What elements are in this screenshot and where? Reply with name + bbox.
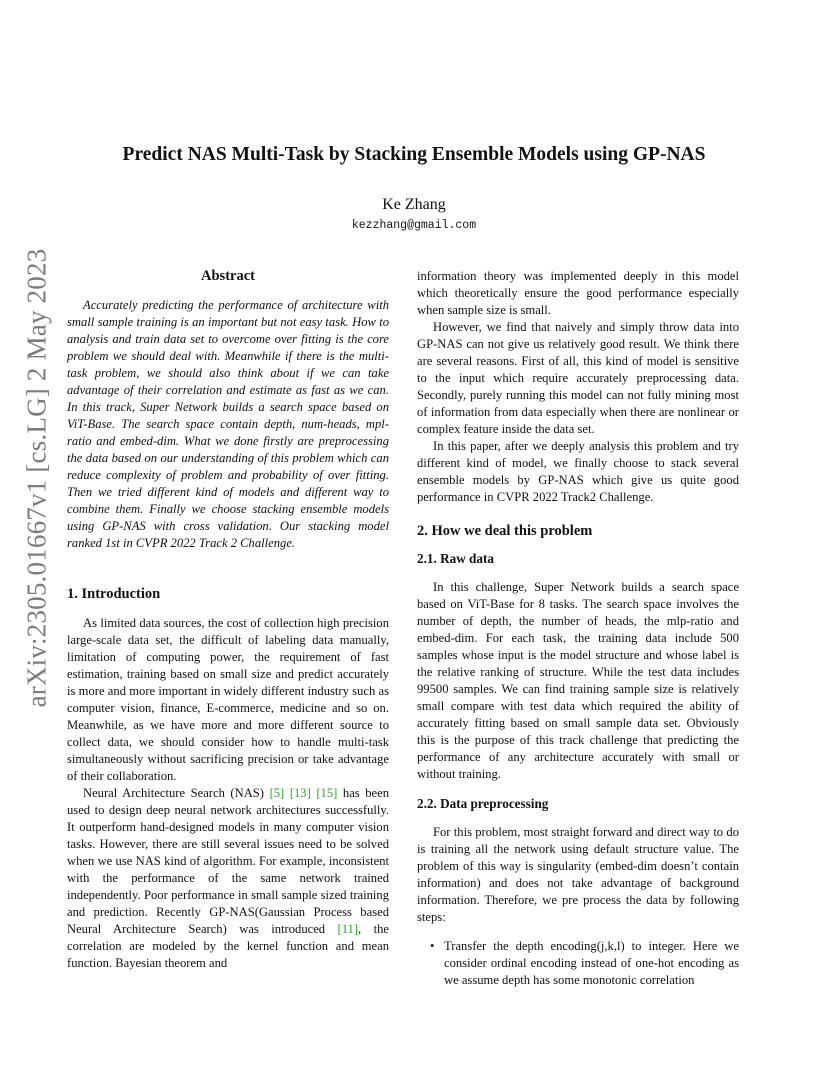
abstract-text: Accurately predicting the performance of architecture with small sample training is an important but not easy task. How to analysis and train data set to overcome over fitting is the core problem we should deal with. Meanwhile if there is the multi-task problem, we should also think about if we can take advantage of their correlation and estimate as fast as we can. In this track, Super Network builds a search space based on ViT-Base. The search space contain depth, num-heads, mpl-ratio and embed-dim. What we done firstly are preprocessing the data based on our understanding of this problem which can reduce complexity of problem and probability of over fitting. Then we tried different kind of models and different way to combine them. Finally we choose stacking ensemble models using GP-NAS with cross validation. Our stacking model ranked 1st in CVPR 2022 Track 2 Challenge. <box>67 298 389 550</box>
citation-15[interactable]: [15] <box>316 786 338 800</box>
right-column <box>417 268 739 989</box>
paper-title: Predict NAS Multi-Task by Stacking Ensemble Models using GP-NAS <box>122 144 706 165</box>
abstract-heading: Abstract <box>201 268 255 284</box>
author-email: kezzhang@gmail.com <box>351 219 477 232</box>
section-2-heading: 2. How we deal this problem <box>417 523 593 539</box>
intro-paragraph-5: In this paper, after we deeply analysis this problem and try different kind of model, we finally choose to stack several ensemble models by GP-NAS which give us quite good performance in CVPR 2022 Track2 Challenge. <box>417 439 739 504</box>
list-item: • Transfer the depth encoding(j,k,l) to integer. Here we consider ordinal encoding instead of one-hot encoding as we assume depth has some monotonic correlation <box>444 938 739 989</box>
left-column <box>67 268 389 972</box>
intro-p2-text-c: , the correlation are modeled by the kernel function and mean function. Bayesian theorem and <box>67 922 389 970</box>
intro-paragraph-3: information theory was implemented deeply in this model which theoretically ensure the good performance especially when sample size is small. <box>417 269 739 317</box>
raw-data-heading: 2.1. Raw data <box>417 551 494 566</box>
intro-paragraph-1: As limited data sources, the cost of collection high precision large-scale data set, the difficult of labeling data manually, limitation of computing power, the requirement of fast estimation, training based on small size and predict accurately is more and more important in widely different industry such as computer vision, finance, E-commerce, medicine and so on. Meanwhile, as we have more and more different source to collect data, we should consider how to handle multi-task simultaneously without sacrificing precision or take advantage of their collaboration. <box>67 616 389 783</box>
intro-p2-text-b: has been used to design deep neural network architectures successfully. It outperform hand-designed models in many computer vision tasks. However, there are still several issues need to be solved when we use NAS kind of algorithm. For example, inconsistent with the performance of the same network trained independently. Poor performance in small sample sized training and prediction. Recently GP-NAS(Gaussian Process based Neural Architecture Search) was introduced <box>67 786 390 936</box>
preprocessing-steps-list <box>417 938 739 989</box>
introduction-heading: 1. Introduction <box>67 586 161 602</box>
preprocessing-paragraph: For this problem, most straight forward and direct way to do is training all the network using default structure value. The problem of this way is singularity (embed-dim doesn’t contain information) and does not take advantage of background information. Therefore, we pre process the data by following steps: <box>417 825 739 924</box>
arxiv-identifier: arXiv:2305.01667v1 [cs.LG] 2 May 2023 <box>21 248 52 708</box>
citation-13[interactable]: [13] <box>289 786 311 800</box>
author-name: Ke Zhang <box>382 196 446 213</box>
data-preprocessing-heading: 2.2. Data preprocessing <box>417 796 549 811</box>
raw-data-paragraph: In this challenge, Super Network builds a search space based on ViT-Base for 8 tasks. The search space involves the number of depth, the number of heads, the mlp-ratio and embed-dim. For each task, the training data include 500 samples whose input is the model structure and whose label is the relative ranking of structure. While the test data includes 99500 samples. We can find training sample size is relatively small compare with test data which required the ability of accurately fitting based on small sample data set. Obviously this is the purpose of this track challenge that predicting the performance of any architecture accurately with small or without training. <box>417 580 739 781</box>
citation-5[interactable]: [5] <box>269 786 285 800</box>
arxiv-sidebar <box>21 248 52 708</box>
citation-11[interactable]: [11] <box>337 922 359 936</box>
intro-paragraph-2 <box>67 785 389 972</box>
intro-p2-text-a: Neural Architecture Search (NAS) <box>83 786 270 800</box>
intro-paragraph-4: However, we find that naively and simply throw data into GP-NAS can not give us relatively good result. We think there are several reasons. First of all, this kind of model is sensitive to the input which require accurately preprocessing data. Secondly, purely running this model can not fully mining most of information from data especially when there are nonlinear or complex feature inside the data set. <box>417 320 739 436</box>
